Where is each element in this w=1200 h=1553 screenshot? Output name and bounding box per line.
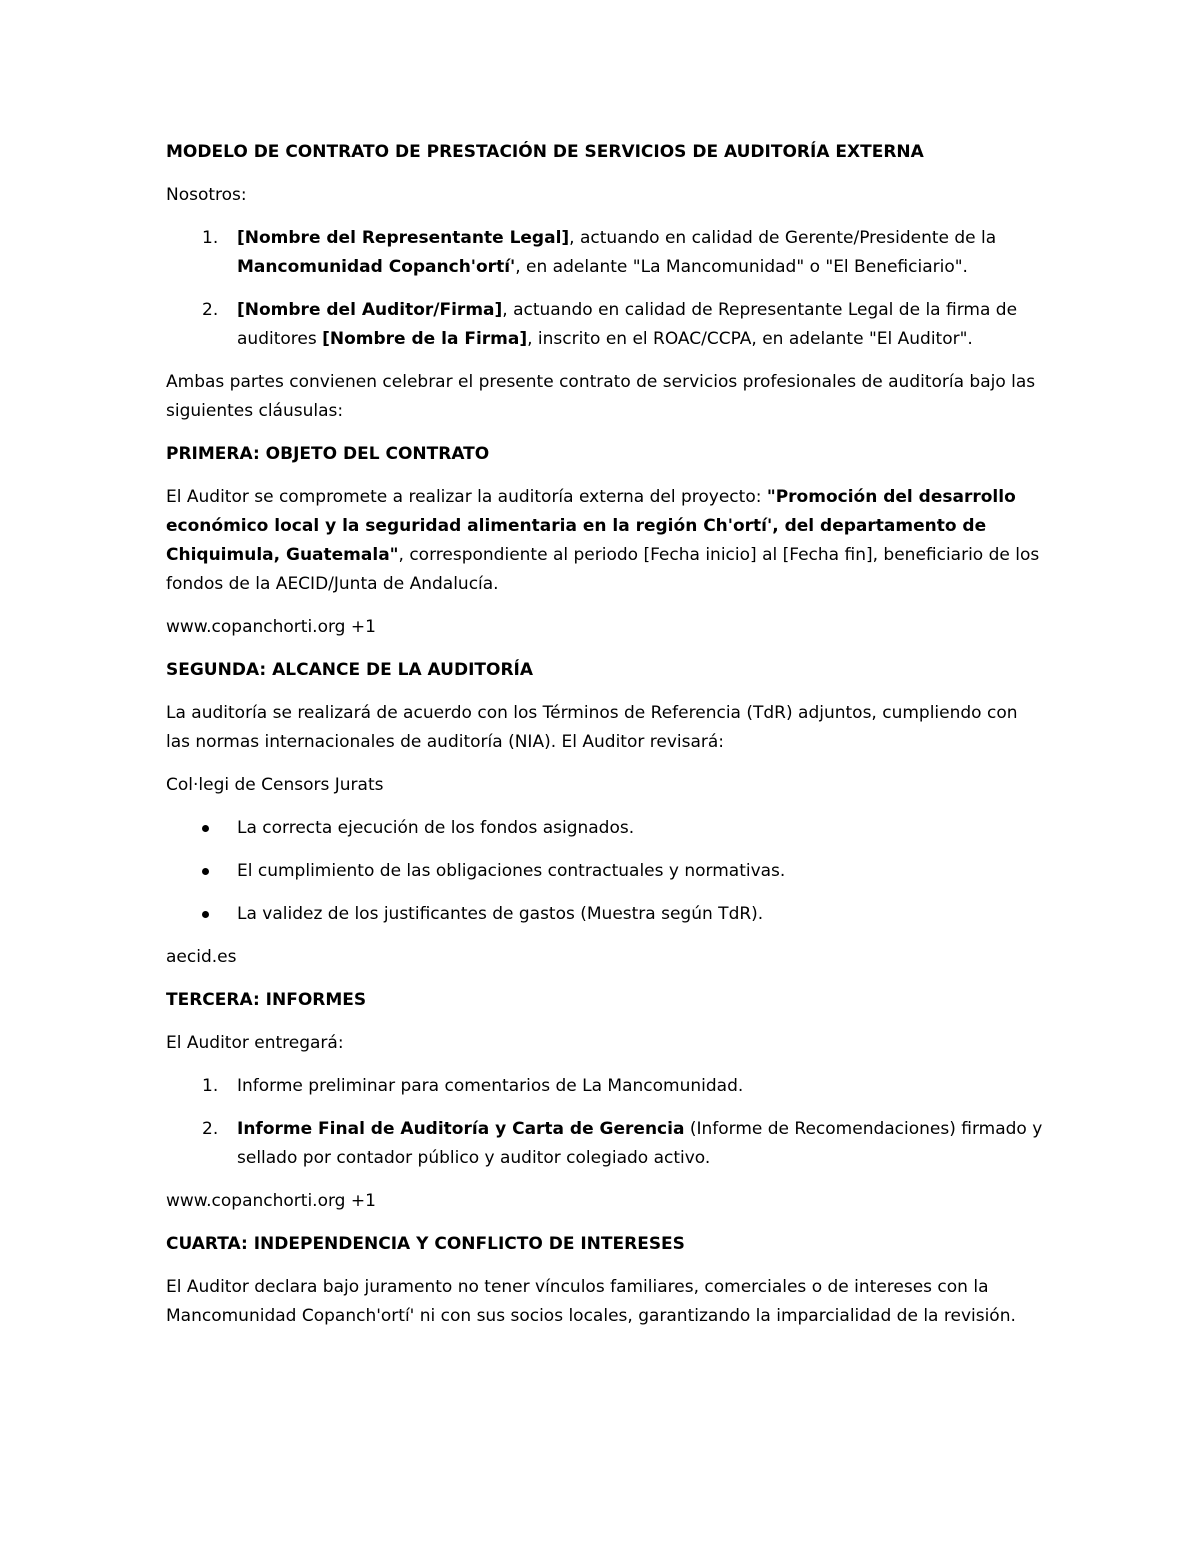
party-entity: [Nombre de la Firma] (322, 329, 528, 349)
list-item (166, 1115, 1046, 1173)
party-text: , inscrito en el ROAC/CCPA, en adelante "El Auditor". (527, 329, 973, 349)
party-item-2 (166, 296, 1046, 354)
project-name: "Promoción del desarrollo económico local y la seguridad alimentaria en la región Ch'ortí', del departamento de Chiquimula, Guatemala" (166, 487, 1016, 565)
clause-text: , correspondiente al periodo [Fecha inicio] al [Fecha fin], beneficiario de los fondos de la AECID/Junta de Andalucía. (166, 545, 1040, 594)
reports-list (166, 1072, 1046, 1173)
list-number: 1. (202, 1076, 219, 1096)
agreement-text: Ambas partes convienen celebrar el presente contrato de servicios profesionales de auditoría bajo las siguientes cláusulas: (166, 372, 1036, 421)
party-name: [Nombre del Representante Legal] (237, 228, 570, 248)
list-item-text: La validez de los justificantes de gastos (Muestra según TdR). (237, 904, 764, 924)
list-item-text: (Informe de Recomendaciones) firmado y sellado por contador público y auditor colegiado activo. (237, 1119, 1043, 1168)
clause-text: El Auditor se compromete a realizar la auditoría externa del proyecto: (166, 487, 767, 507)
clause-tercera-intro: El Auditor entregará: (166, 1033, 344, 1053)
clause-cuarta-heading: CUARTA: INDEPENDENCIA Y CONFLICTO DE INTERESES (166, 1234, 685, 1254)
bullet-icon (202, 825, 209, 832)
party-entity: Mancomunidad Copanch'ortí' (237, 257, 516, 277)
bullet-icon (202, 868, 209, 875)
parties-list (166, 224, 1046, 354)
bullet-icon (202, 911, 209, 918)
list-item (166, 857, 1046, 886)
party-text: , actuando en calidad de Gerente/Presidente de la (569, 228, 997, 248)
list-item (166, 900, 1046, 929)
clause-cuarta-text: El Auditor declara bajo juramento no tener vínculos familiares, comerciales o de intereses con la Mancomunidad Copanch'ortí' ni con sus socios locales, garantizando la imparcialidad de la revisión. (166, 1277, 1016, 1326)
clause-segunda-text: La auditoría se realizará de acuerdo con los Términos de Referencia (TdR) adjuntos, cumpliendo con las normas internacionales de auditoría (NIA). El Auditor revisará: (166, 703, 1018, 752)
list-item-bold: Informe Final de Auditoría y Carta de Gerencia (237, 1119, 685, 1139)
list-number: 1. (202, 228, 219, 248)
source-reference: www.copanchorti.org +1 (166, 617, 376, 637)
source-reference: www.copanchorti.org +1 (166, 1191, 376, 1211)
list-number: 2. (202, 300, 219, 320)
list-item (166, 1072, 1046, 1101)
document-body (166, 138, 1046, 1345)
list-item-text: El cumplimiento de las obligaciones contractuales y normativas. (237, 861, 786, 881)
list-item-text: Informe preliminar para comentarios de La Mancomunidad. (237, 1076, 744, 1096)
clause-tercera-heading: TERCERA: INFORMES (166, 990, 367, 1010)
list-item (166, 814, 1046, 843)
scope-list (166, 814, 1046, 929)
party-name: [Nombre del Auditor/Firma] (237, 300, 503, 320)
intro-text: Nosotros: (166, 185, 247, 205)
document-title: MODELO DE CONTRATO DE PRESTACIÓN DE SERVICIOS DE AUDITORÍA EXTERNA (166, 142, 924, 162)
party-text: , actuando en calidad de Representante Legal de la firma de auditores (237, 300, 1018, 349)
party-item-1 (166, 224, 1046, 282)
clause-segunda-heading: SEGUNDA: ALCANCE DE LA AUDITORÍA (166, 660, 534, 680)
clause-primera-text (166, 483, 1046, 599)
source-reference: Col·legi de Censors Jurats (166, 775, 384, 795)
list-number: 2. (202, 1119, 219, 1139)
list-item-text: La correcta ejecución de los fondos asignados. (237, 818, 635, 838)
clause-primera-heading: PRIMERA: OBJETO DEL CONTRATO (166, 444, 490, 464)
source-reference: aecid.es (166, 947, 237, 967)
party-text: , en adelante "La Mancomunidad" o "El Beneficiario". (515, 257, 968, 277)
